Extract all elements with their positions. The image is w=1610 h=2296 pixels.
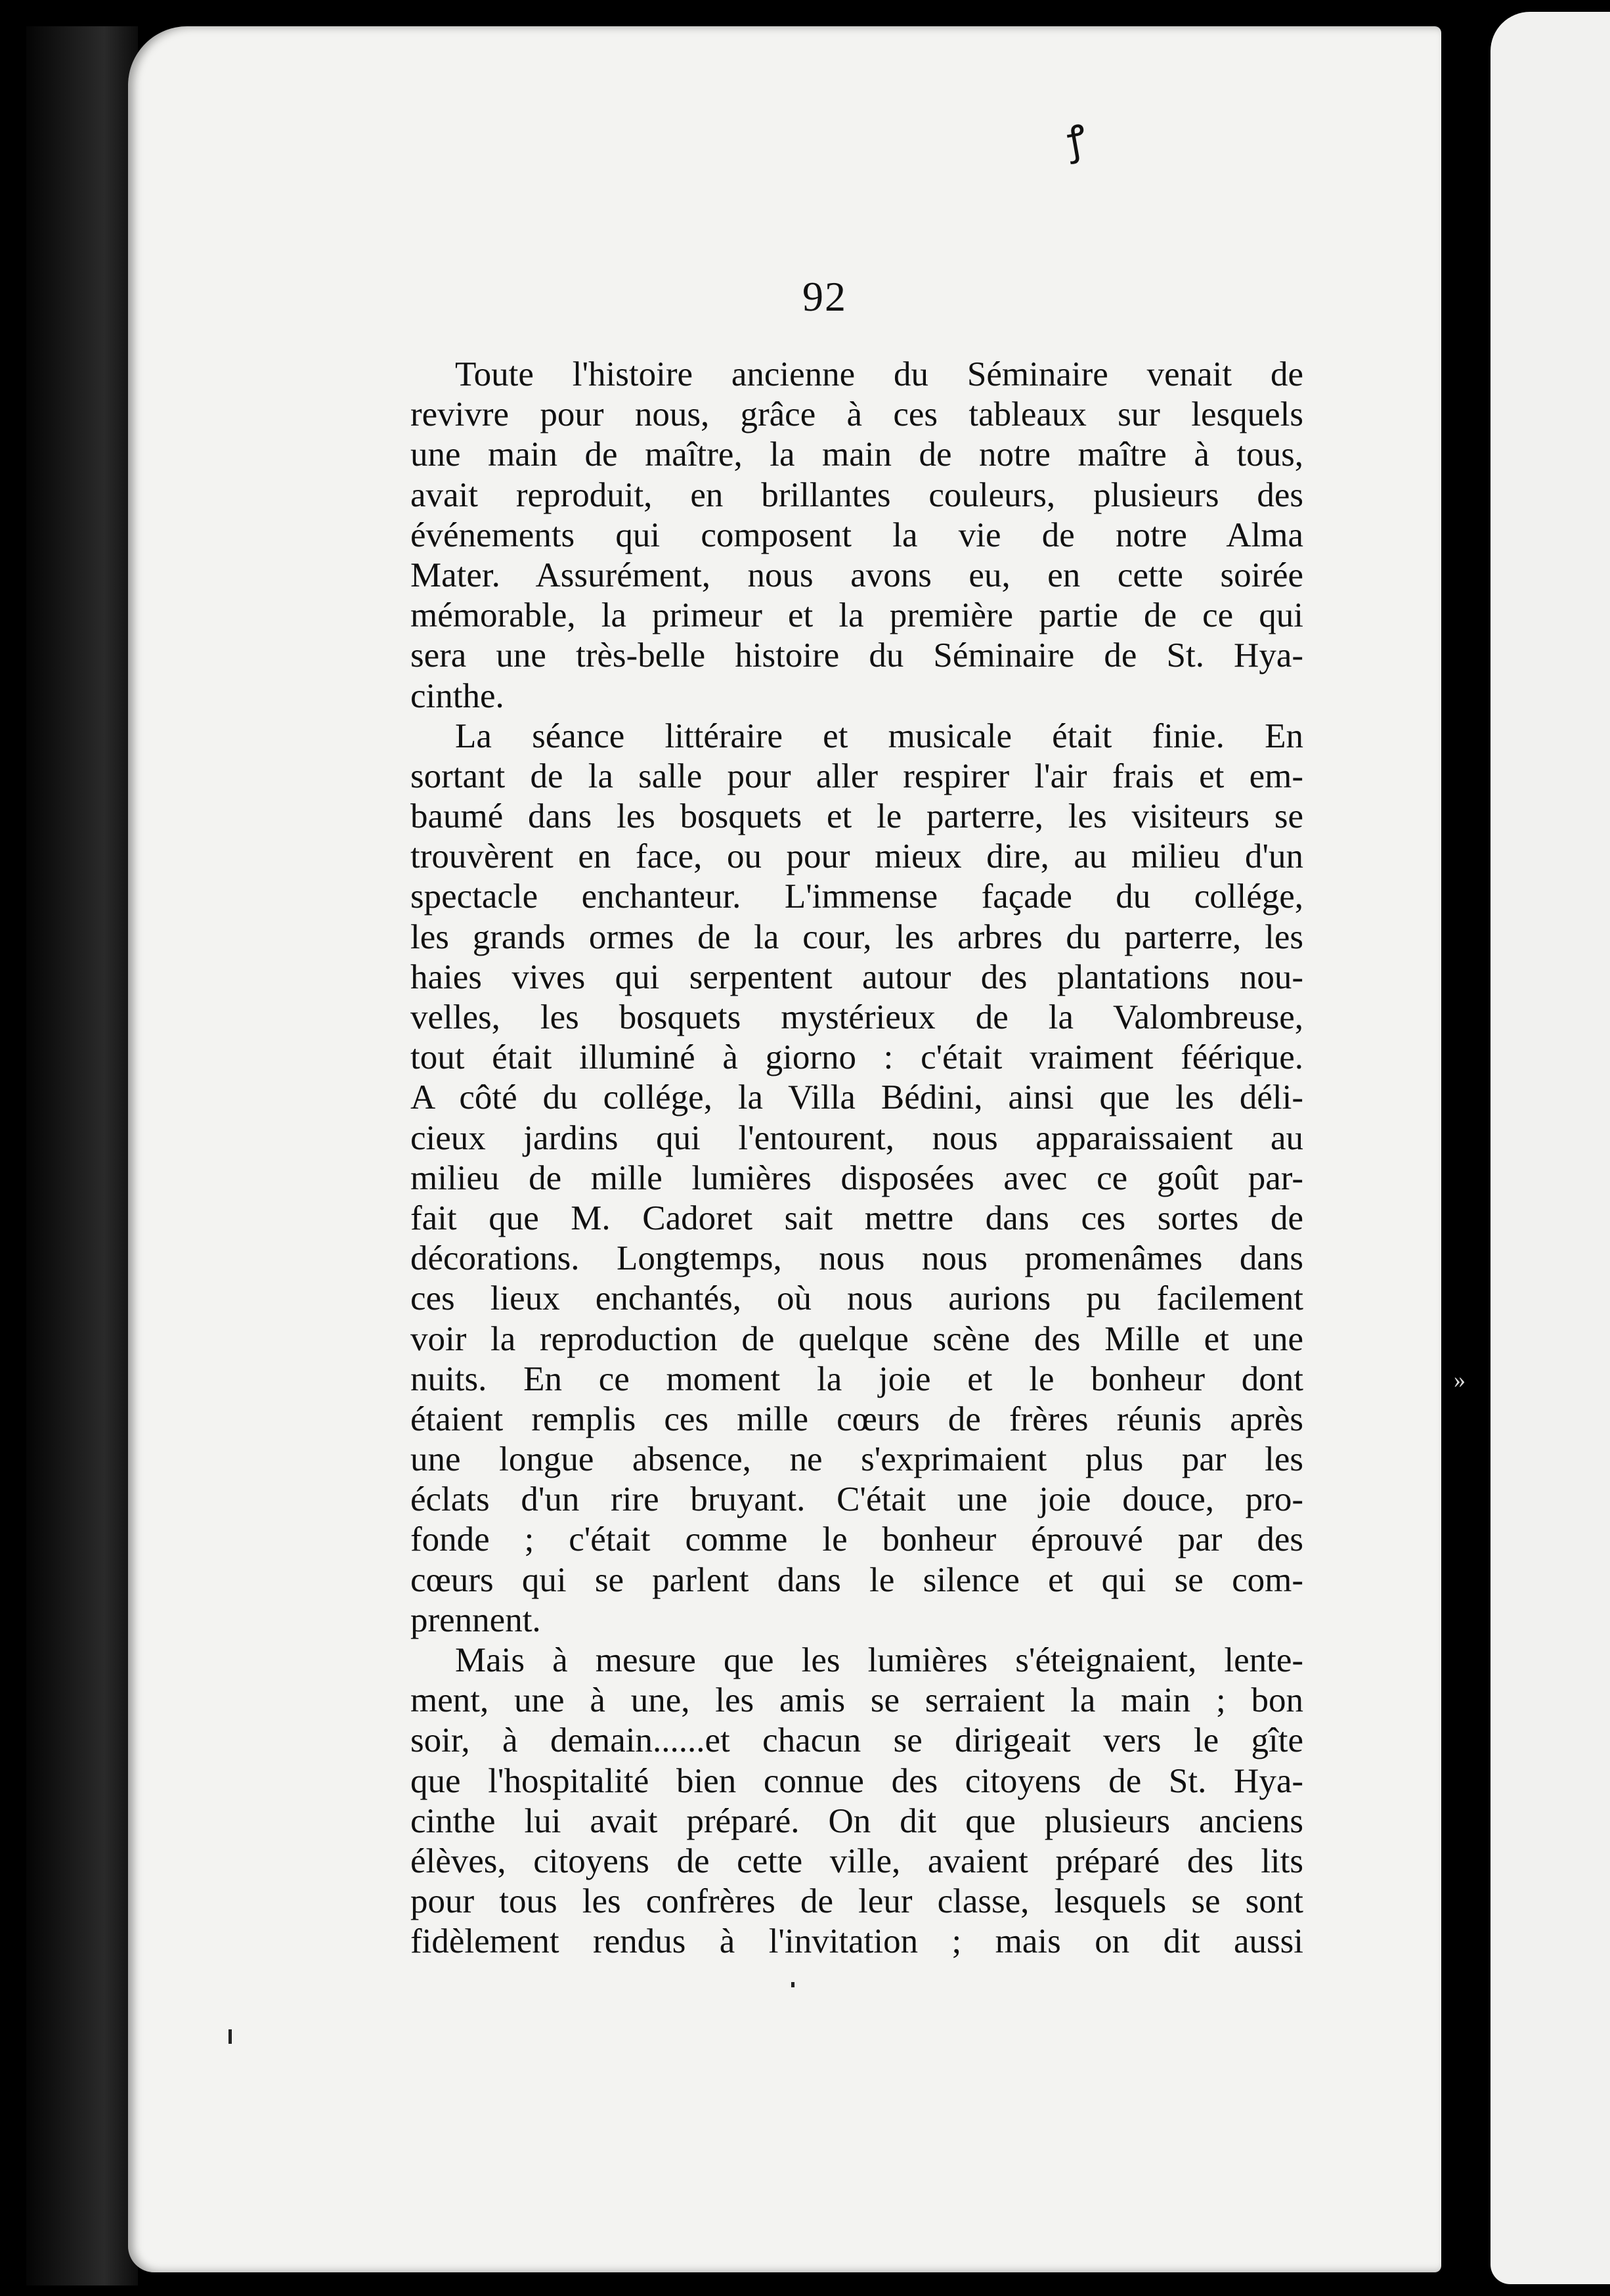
text-line: fidèlement rendus à l'invitation ; mais on dit aussi <box>410 1922 1303 1961</box>
book-spine <box>26 26 138 2285</box>
text-line: La séance littéraire et musicale était finie. En <box>455 717 1303 755</box>
text-line: fait que M. Cadoret sait mettre dans ces sortes de <box>410 1199 1303 1237</box>
text-line: cœurs qui se parlent dans le silence et qui se com- <box>410 1560 1303 1599</box>
text-line: Mater. Assurément, nous avons eu, en cette soirée <box>410 556 1303 594</box>
text-line: velles, les bosquets mystérieux de la Valombreuse, <box>410 998 1303 1036</box>
text-line: tout était illuminé à giorno : c'était vraiment féérique. <box>410 1038 1303 1077</box>
ink-mark-top: ꝭ <box>1064 117 1090 164</box>
page-number: 92 <box>802 273 847 320</box>
text-line: fonde ; c'était comme le bonheur éprouvé par des <box>410 1520 1303 1559</box>
text-line: mémorable, la primeur et la première partie de ce qui <box>410 596 1303 635</box>
ink-mark-bottom <box>228 2029 232 2044</box>
text-line: que l'hospitalité bien connue des citoyens de St. Hya- <box>410 1761 1303 1800</box>
text-line: Mais à mesure que les lumières s'éteignaient, lente- <box>455 1641 1303 1679</box>
text-line: milieu de mille lumières disposées avec ce goût par- <box>410 1159 1303 1197</box>
text-line: élèves, citoyens de cette ville, avaient préparé des lits <box>410 1842 1303 1880</box>
text-line: sortant de la salle pour aller respirer l'air frais et em- <box>410 757 1303 795</box>
page-gutter <box>1445 0 1490 2296</box>
text-line: cinthe. <box>410 676 504 715</box>
text-line: cinthe lui avait préparé. On dit que plusieurs anciens <box>410 1801 1303 1840</box>
margin-mark-right: » <box>1454 1367 1466 1393</box>
ink-dot-bottom <box>791 1982 794 1987</box>
text-line: les grands ormes de la cour, les arbres du parterre, les <box>410 917 1303 956</box>
body-text <box>410 355 1303 1962</box>
text-line: sera une très-belle histoire du Séminaire de St. Hya- <box>410 636 1303 675</box>
text-line: Toute l'histoire ancienne du Séminaire venait de <box>455 355 1303 393</box>
text-line: voir la reproduction de quelque scène des Mille et une <box>410 1319 1303 1358</box>
text-line: une longue absence, ne s'exprimaient plus par les <box>410 1440 1303 1479</box>
text-line: ment, une à une, les amis se serraient la main ; bon <box>410 1681 1303 1720</box>
adjacent-page-edge <box>1490 12 1610 2284</box>
text-line: étaient remplis ces mille cœurs de frères réunis après <box>410 1400 1303 1438</box>
text-line: revivre pour nous, grâce à ces tableaux sur lesquels <box>410 395 1303 434</box>
text-line: une main de maître, la main de notre maître à tous, <box>410 435 1303 474</box>
text-line: spectacle enchanteur. L'immense façade du collége, <box>410 877 1303 916</box>
text-line: ces lieux enchantés, où nous aurions pu facilement <box>410 1279 1303 1318</box>
text-line: cieux jardins qui l'entourent, nous apparaissaient au <box>410 1118 1303 1157</box>
text-line: haies vives qui serpentent autour des plantations nou- <box>410 958 1303 996</box>
text-line: trouvèrent en face, ou pour mieux dire, au milieu d'un <box>410 837 1303 876</box>
text-line: pour tous les confrères de leur classe, lesquels se sont <box>410 1882 1303 1921</box>
text-line: décorations. Longtemps, nous nous promenâmes dans <box>410 1239 1303 1278</box>
text-line: baumé dans les bosquets et le parterre, les visiteurs se <box>410 797 1303 836</box>
text-line: éclats d'un rire bruyant. C'était une joie douce, pro- <box>410 1480 1303 1519</box>
text-line: soir, à demain......et chacun se dirigeait vers le gîte <box>410 1721 1303 1760</box>
text-line: événements qui composent la vie de notre Alma <box>410 516 1303 554</box>
text-line: avait reproduit, en brillantes couleurs, plusieurs des <box>410 475 1303 514</box>
text-line: prennent. <box>410 1601 541 1639</box>
text-line: nuits. En ce moment la joie et le bonheur dont <box>410 1359 1303 1398</box>
text-line: A côté du collége, la Villa Bédini, ainsi que les déli- <box>410 1078 1303 1117</box>
